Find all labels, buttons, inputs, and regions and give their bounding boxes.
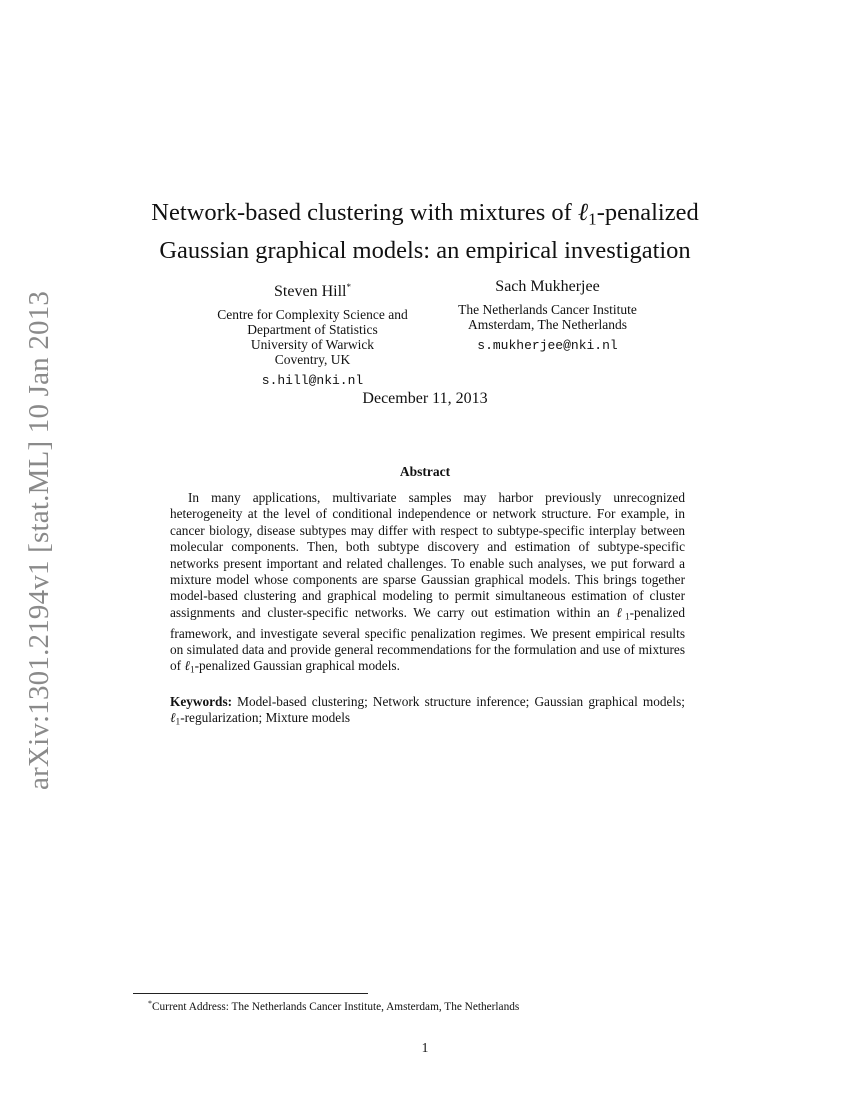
author-name: Sach Mukherjee <box>495 278 600 295</box>
footnote-marker[interactable]: * <box>346 282 351 292</box>
title-line-2: Gaussian graphical models: an empirical investigation <box>159 237 691 265</box>
affiliation-line: Centre for Complexity Science and <box>217 307 408 322</box>
keywords-label: Keywords: <box>170 694 233 709</box>
footnote-divider <box>133 993 368 994</box>
title-line-1 <box>100 197 750 235</box>
author-email-link[interactable]: s.hill@nki.nl <box>261 373 364 388</box>
author-block-mukherjee <box>440 278 655 353</box>
ell-subscript: 1 <box>175 717 181 728</box>
affiliation-line: Coventry, UK <box>274 352 351 367</box>
ell-subscript: 1 <box>588 209 597 229</box>
keywords: Keywords: Model-based clustering; Network structure inference; Gaussian graphical models; ℓ$_1$-regularization; Mixture models <box>170 694 685 728</box>
title-line-1-suffix: -penalized <box>596 199 699 226</box>
affiliation-line: Amsterdam, The Netherlands <box>467 317 628 332</box>
ell-symbol: ℓ <box>616 604 625 620</box>
author-name: Steven Hill* <box>274 282 351 300</box>
affiliation-line: University of Warwick <box>250 337 375 352</box>
ell-symbol: ℓ <box>577 199 589 226</box>
ell-subscript: 1 <box>624 612 630 623</box>
title-line-1-prefix: Network-based clustering with mixtures of <box>151 199 578 226</box>
abstract-body: In many applications, multivariate samples may harbor previously unrecognized heterogeneity at the level of conditional independence or network structure. For example, in cancer biology, disease subtypes may differ with respect to subtype-specific interplay between molecular components. Then, both subtype discovery and estimation of subtype-specific networks present important and related challenges. To enable such analyses, we put forward a mixture model whose components are sparse Gaussian graphical models. This brings together model-based clustering and graphical modeling to permit simultaneous estimation of cluster assignments and cluster-specific networks. We carry out estimation within an ℓ$_1$-penalized framework, and investigate several specific penalization regimes. We present empirical results on simulated data and provide general recommendations for the formulation and use of mixtures of ℓ$_1$-penalized Gaussian graphical models. <box>170 490 685 676</box>
affiliation-line: The Netherlands Cancer Institute <box>458 302 637 317</box>
arxiv-identifier-stamp[interactable]: arXiv:1301.2194v1 [stat.ML] 10 Jan 2013 <box>23 290 55 790</box>
page-number: 1 <box>421 1040 429 1055</box>
footnote-mark: * <box>148 999 152 1008</box>
ell-symbol: ℓ <box>184 658 190 674</box>
ell-symbol: ℓ <box>170 710 176 726</box>
author-email-link[interactable]: s.mukherjee@nki.nl <box>477 338 618 353</box>
author-block-hill <box>200 278 425 388</box>
abstract-heading: Abstract <box>399 464 451 479</box>
ell-subscript: 1 <box>189 665 195 676</box>
publication-date: December 11, 2013 <box>362 390 488 407</box>
paper-title <box>100 197 750 267</box>
footnote: *Current Address: The Netherlands Cancer Institute, Amsterdam, The Netherlands <box>148 999 520 1013</box>
affiliation-line: Department of Statistics <box>247 322 378 337</box>
